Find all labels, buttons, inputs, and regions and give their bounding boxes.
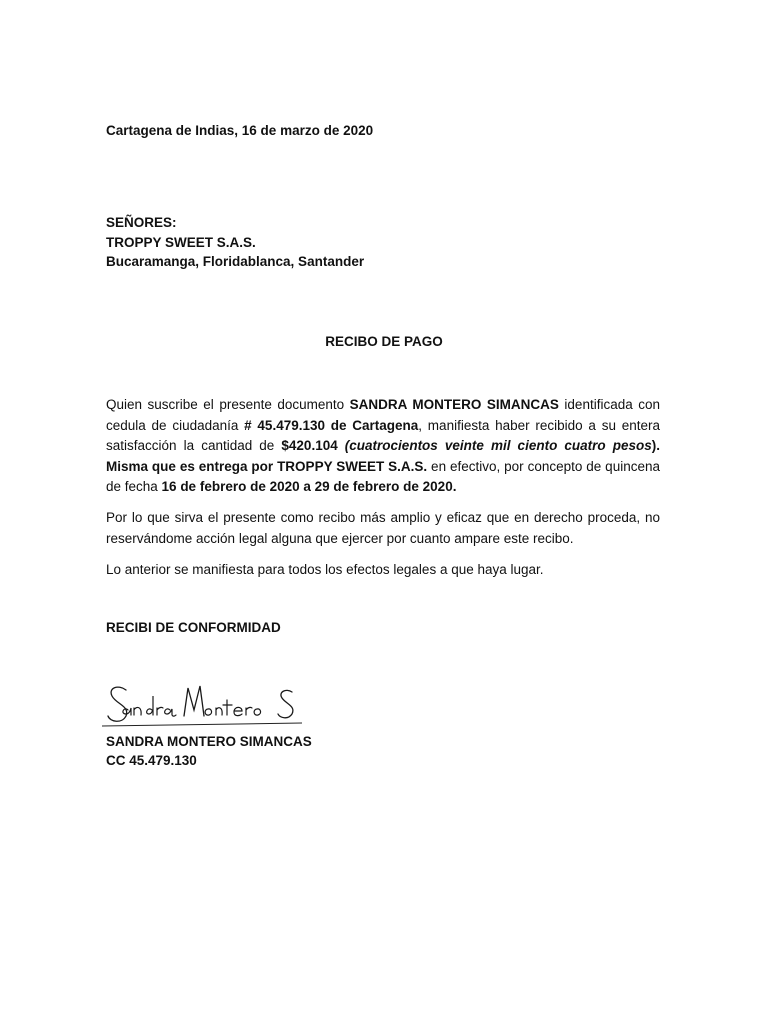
p1-text-5: ). Misma que es entrega por [106, 438, 660, 474]
body-paragraph-3: Lo anterior se manifiesta para todos los efectos legales a que haya lugar. [106, 562, 544, 577]
body-paragraph-2: Por lo que sirva el presente como recibo más amplio y eficaz que en derecho proceda, no reservándome acción legal alguna que ejercer por cuanto ampare este recibo. [106, 510, 660, 546]
recipient-company: TROPPY SWEET S.A.S. [106, 235, 256, 250]
recipient-salutation: SEÑORES: [106, 215, 177, 230]
p1-company: TROPPY SWEET S.A.S. [277, 458, 428, 474]
p1-text-2: identificada con cedula de ciudadanía [106, 397, 660, 433]
p1-id: # 45.479.130 de Cartagena [244, 417, 419, 433]
p1-text-1: Quien suscribe el presente documento [106, 397, 350, 412]
document-title: RECIBO DE PAGO [325, 334, 443, 349]
p1-name: SANDRA MONTERO SIMANCAS [349, 397, 559, 412]
p1-amount-words: (cuatrocientos veinte mil ciento cuatro pesos [344, 438, 652, 453]
p1-amount: $420.104 [281, 438, 338, 453]
p1-text-4 [338, 438, 345, 453]
recipient-address: Bucaramanga, Floridablanca, Santander [106, 254, 365, 269]
place-date: Cartagena de Indias, 16 de marzo de 2020 [106, 123, 374, 138]
body-paragraph-1 [106, 395, 660, 498]
p1-text-6: en efectivo, por concepto de quincena de fecha [106, 458, 660, 494]
handwritten-signature [100, 676, 310, 732]
signer-name: SANDRA MONTERO SIMANCAS [106, 734, 312, 749]
signer-id: CC 45.479.130 [106, 753, 197, 768]
p1-text-3: , manifiesta haber recibido a su entera satisfacción la cantidad de [106, 417, 660, 453]
p1-period: 16 de febrero de 2020 a 29 de febrero de 2020. [161, 479, 457, 494]
closing-statement: RECIBI DE CONFORMIDAD [106, 620, 281, 635]
